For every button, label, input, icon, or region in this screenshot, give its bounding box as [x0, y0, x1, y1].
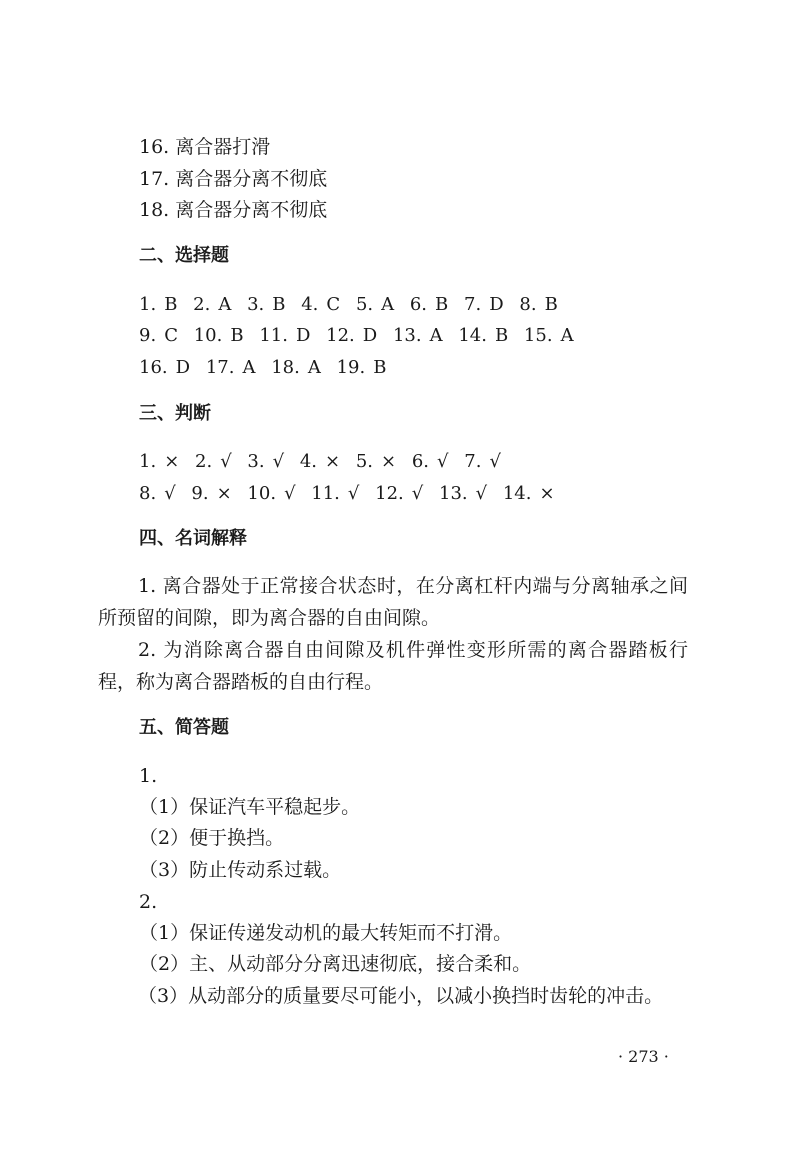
- list-item: 17. 离合器分离不彻底: [139, 168, 328, 190]
- page-number: · 273 ·: [618, 1047, 669, 1066]
- list-item: 1.: [139, 765, 158, 787]
- answer-item: 12. D: [326, 325, 378, 346]
- answer-item: 9. C: [139, 325, 178, 346]
- answer-item: 2. √: [195, 451, 232, 472]
- answer-item: 3. B: [247, 294, 286, 315]
- answer-item: 11. √: [311, 483, 360, 504]
- list-item: （3）防止传动系过载。: [139, 859, 342, 881]
- answer-item: 17. A: [205, 357, 256, 378]
- answer-item: 19. B: [336, 357, 387, 378]
- answer-item: 4. C: [301, 294, 341, 315]
- list-item: （1）保证汽车平稳起步。: [139, 796, 361, 818]
- answer-row: [139, 355, 396, 381]
- answer-item: 6. B: [409, 294, 449, 315]
- answer-item: 15. A: [523, 325, 574, 346]
- answer-item: 16. D: [139, 357, 191, 378]
- list-item: （3）从动部分的质量要尽可能小，以减小换挡时齿轮的冲击。: [138, 985, 664, 1007]
- list-item: 18. 离合器分离不彻底: [139, 199, 328, 221]
- section-heading: 三、判断: [139, 403, 211, 424]
- list-item: （1）保证传递发动机的最大转矩而不打滑。: [139, 922, 513, 944]
- answer-item: 3. √: [247, 451, 285, 472]
- section-heading: 四、名词解释: [139, 528, 247, 549]
- answer-item: 13. A: [392, 325, 443, 346]
- answer-row: [139, 323, 584, 349]
- answer-item: 8. √: [139, 483, 176, 504]
- answer-item: 14. ×: [502, 483, 555, 504]
- answer-item: 14. B: [458, 325, 509, 346]
- answer-item: 12. √: [375, 483, 424, 504]
- list-item: （2）主、从动部分分离迅速彻底，接合柔和。: [139, 953, 532, 975]
- section-heading: 二、选择题: [139, 245, 229, 266]
- answer-item: 7. √: [464, 451, 501, 472]
- answer-item: 5. ×: [355, 451, 397, 472]
- answer-row: [139, 449, 511, 475]
- answer-item: 1. ×: [139, 451, 180, 472]
- answer-item: 1. B: [139, 294, 178, 315]
- answer-item: 10. B: [193, 325, 244, 346]
- list-item: 16. 离合器打滑: [139, 136, 271, 158]
- answer-item: 2. A: [193, 294, 232, 315]
- answer-item: 5. A: [355, 294, 395, 315]
- list-item: （2）便于换挡。: [139, 827, 285, 849]
- answer-row: [139, 292, 568, 318]
- answer-row: [139, 481, 565, 507]
- section-heading: 五、简答题: [139, 717, 229, 738]
- definition-paragraph: 1. 离合器处于正常接合状态时，在分离杠杆内端与分离轴承之间所预留的间隙，即为离合器的自由间隙。: [98, 575, 688, 629]
- answer-item: 4. ×: [299, 451, 341, 472]
- answer-item: 9. ×: [191, 483, 232, 504]
- answer-item: 13. √: [439, 483, 488, 504]
- answer-item: 11. D: [259, 325, 311, 346]
- answer-item: 8. B: [519, 294, 558, 315]
- answer-item: 6. √: [411, 451, 449, 472]
- definition-paragraph: 2. 为消除离合器自由间隙及机件弹性变形所需的离合器踏板行程，称为离合器踏板的自由行程。: [98, 639, 688, 693]
- answer-item: 18. A: [271, 357, 321, 378]
- answer-item: 10. √: [247, 483, 296, 504]
- list-item: 2.: [139, 891, 158, 913]
- answer-item: 7. D: [464, 294, 504, 315]
